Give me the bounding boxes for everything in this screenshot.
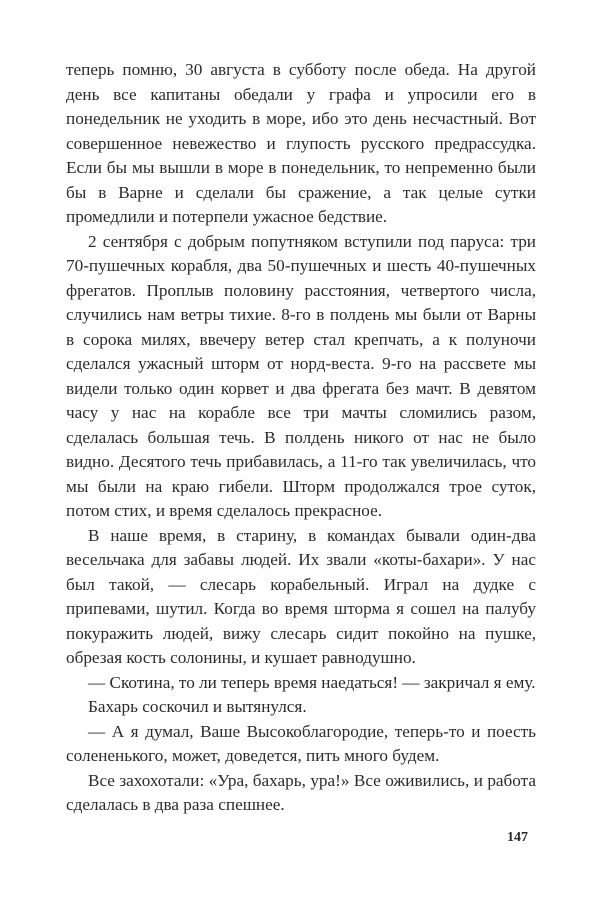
page-body bbox=[66, 58, 536, 818]
paragraph-4: — Скотина, то ли теперь время наедаться! — закричал я ему. bbox=[88, 672, 536, 692]
page-number: 147 bbox=[507, 830, 528, 845]
paragraph-5: Бахарь соскочил и вытянулся. bbox=[88, 697, 307, 716]
paragraph-1: теперь помню, 30 августа в субботу после обеда. На другой день все капитаны обедали у графа и упросили его в понедельник не уходить в море, ибо это день несчастный. Вот совершенное невежество и глупость русского предрассудка. Если бы мы вышли в море в понедельник, то непременно были бы в Варне и сделали бы сражение, а так целые сутки промедлили и потерпели ужасное бедствие. bbox=[66, 60, 536, 226]
paragraph-6: — А я думал, Ваше Высокоблагородие, теперь-то и поесть солененького, может, доведется, пить много будем. bbox=[66, 721, 536, 765]
paragraph-3: В наше время, в старину, в командах бывали один-два весельчака для забавы людей. Их звали «коты-бахари». У нас был такой, — слесарь корабельный. Играл на дудке с припевами, шутил. Когда во время шторма я сошел на палубу покуражить людей, вижу слесарь сидит покойно на пушке, обрезая кость солонины, и кушает равнодушно. bbox=[66, 525, 536, 667]
paragraph-7: Все захохотали: «Ура, бахарь, ура!» Все оживились, и работа сделалась в два раза спешнее. bbox=[66, 770, 536, 814]
paragraph-2: 2 сентября с добрым попутняком вступили под паруса: три 70-пушечных корабля, два 50-пушечных и шесть 40-пушечных фрегатов. Проплыв половину расстояния, четвертого числа, случились нам ветры тихие. 8-го в полдень мы были от Варны в сорока милях, ввечеру ветер стал крепчать, а к полуночи сделался ужасный шторм от норд-веста. 9-го на рассвете мы видели только один корвет и два фрегата без мачт. В девятом часу у нас на корабле все три мачты сломились разом, сделалась большая течь. В полдень никого от нас не было видно. Десятого течь прибавилась, а 11-го так увеличилась, что мы были на краю гибели. Шторм продолжался трое суток, потом стих, и время сделалось прекрасное. bbox=[66, 231, 536, 520]
